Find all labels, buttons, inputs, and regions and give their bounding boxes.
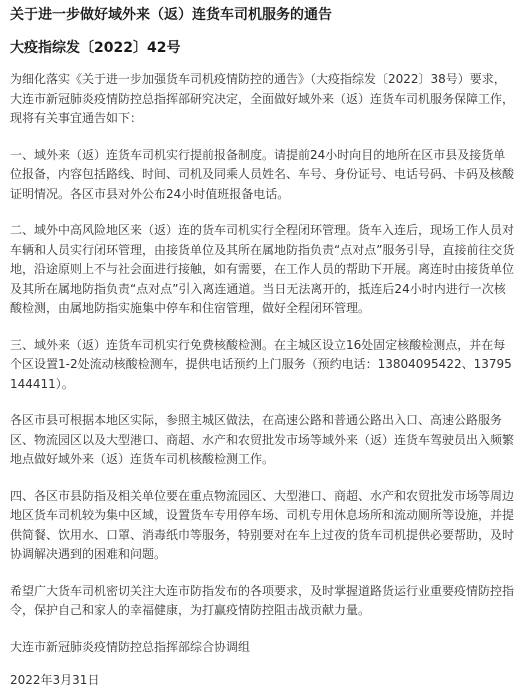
notice-title: 关于进一步做好域外来（返）连货车司机服务的通告 [10,7,332,23]
section-1-paragraph: 一、域外来（返）连货车司机实行提前报备制度。请提前24小时向目的地所在区市县及接货单位报备，内容包括路线、时间、司机及同乘人员姓名、车号、身份证号、电话号码、卡码及核酸证明情况。各区市县对外公布24小时值班报备电话。 [10,147,515,201]
section-3-supplement-paragraph: 各区市县可根据本地区实际，参照主城区做法，在高速公路和普通公路出入口、高速公路服务区、物流园区以及大型港口、商超、水产和农贸批发市场等域外来（返）连货车驾驶员出入频繁地点做好域外来（返）连货车司机核酸检测工作。 [10,413,515,466]
section-2-paragraph: 二、域外中高风险地区来（返）连的货车司机实行全程闭环管理。货车入连后，现场工作人员对车辆和人员实行闭环管理，由接货单位及其所在属地防指负责“点对点”服务引导，直接前往交货地，沿途原则上不与社会面进行接触，如有需要，在工作人员的帮助下开展。离连时由接货单位及其所在属地防指负责“点对点”引入离连通道。当日无法离开的，抵连后24小时内进行一次核酸检测，由属地防指实施集中停车和住宿管理，做好全程闭环管理。 [10,223,515,315]
signature: 大连市新冠肺炎疫情防控总指挥部综合协调组 [10,639,251,654]
issue-date: 2022年3月31日 [10,673,100,687]
section-3-paragraph: 三、域外来（返）连货车司机实行免费核酸检测。在主城区设立16处固定核酸检测点，并在每个区设置1-2处流动核酸检测车，提供电话预约上门服务（预约电话：13804095422、13795144411）。 [10,337,512,391]
section-4-paragraph: 四、各区市县防指及相关单位要在重点物流园区、大型港口、商超、水产和农贸批发市场等周边地区货车司机较为集中区域，设置货车专用停车场、司机专用休息场所和流动厕所等设施，并提供简餐、饮用水、口罩、消毒纸巾等服务，特别要对在车上过夜的货车司机提供必要帮助，及时协调解决遇到的困难和问题。 [10,488,515,561]
document-number: 大疫指综发〔2022〕42号 [10,40,181,56]
intro-paragraph: 为细化落实《关于进一步加强货车司机疫情防控的通告》（大疫指综发〔2022〕38号）要求，大连市新冠肺炎疫情防控总指挥部研究决定，全面做好域外来（返）连货车司机服务保障工作，现将有关事宜通告如下： [10,72,515,125]
closing-paragraph: 希望广大货车司机密切关注大连市防指发布的各项要求，及时掌握道路货运行业重要疫情防控指令，保护自己和家人的幸福健康，为打赢疫情防控阻击战贡献力量。 [10,583,515,617]
